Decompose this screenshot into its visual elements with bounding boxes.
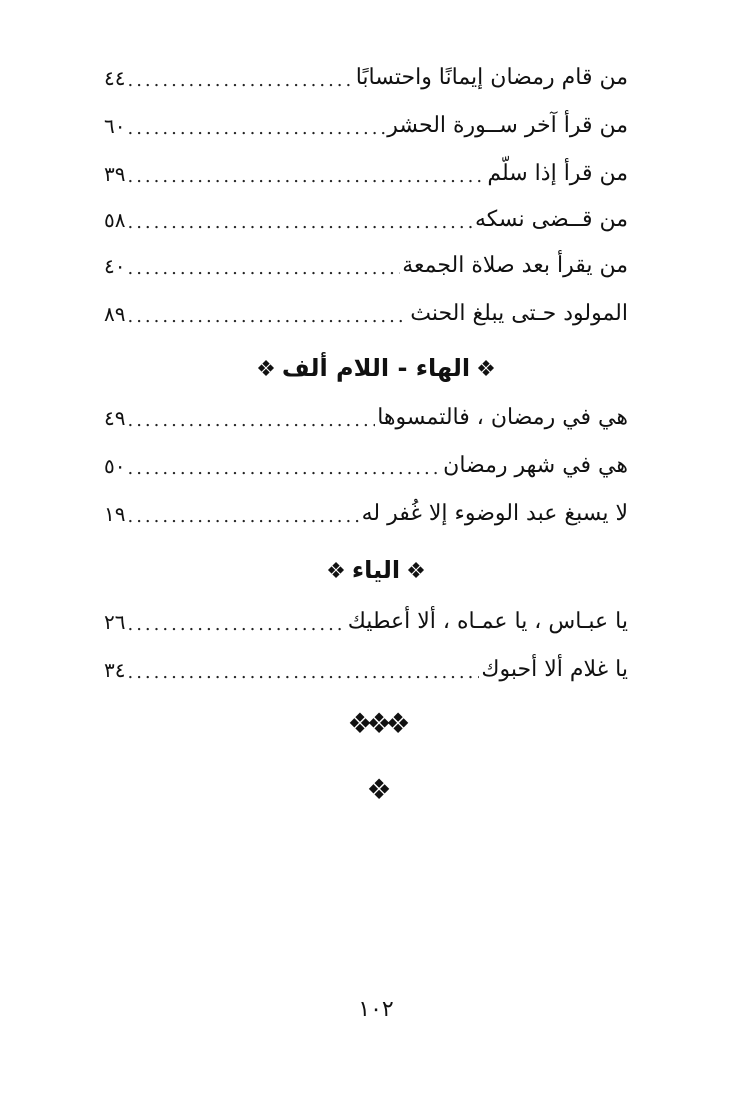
index-entry <box>104 650 628 690</box>
dot-leader <box>127 160 485 194</box>
entry-title: من قــضى نسكه <box>474 207 628 232</box>
entry-title: هي في رمضان ، فالتمسوها <box>377 405 628 430</box>
index-entry <box>104 200 628 240</box>
entry-title: لا يسبغ عبد الوضوء إلا غُفر له <box>361 501 628 526</box>
diamond-ornament-icon: ❖ <box>406 559 426 584</box>
diamond-ornament-icon: ❖ <box>476 357 496 382</box>
end-ornament-single: ❖ <box>366 773 386 806</box>
dot-leader <box>127 206 472 240</box>
index-entry <box>104 246 628 286</box>
section-heading <box>0 348 752 390</box>
entry-page-number: ٨٩ <box>104 302 126 326</box>
entry-title: من قرأ آخر ســورة الحشر <box>387 113 628 138</box>
entry-page-number: ٥٨ <box>104 208 126 232</box>
entry-page-number: ٣٤ <box>104 658 126 682</box>
entry-page-number: ٤٤ <box>104 66 126 90</box>
entry-page-number: ٥٠ <box>104 454 126 478</box>
diamond-ornament-icon: ❖ <box>326 559 346 584</box>
section-heading-text: الهاء - اللام ألف <box>281 354 471 382</box>
entry-title: يا عبـاس ، يا عمـاه ، ألا أعطيك <box>347 609 628 634</box>
dot-leader <box>127 608 345 642</box>
entry-page-number: ٣٩ <box>104 162 126 186</box>
index-entry <box>104 294 628 334</box>
dot-leader <box>127 404 375 438</box>
index-entry <box>104 106 628 146</box>
dot-leader <box>127 300 408 334</box>
dot-leader <box>127 500 359 534</box>
entry-page-number: ٦٠ <box>104 114 126 138</box>
entry-title: من قرأ إذا سلّم <box>487 161 628 186</box>
entry-title: يا غلام ألا أحبوك <box>481 657 628 682</box>
index-entry <box>104 154 628 194</box>
dot-leader <box>127 112 385 146</box>
entry-title: هي في شهر رمضان <box>443 453 628 478</box>
diamond-ornament-icon: ❖ <box>256 357 276 382</box>
dot-leader <box>127 656 479 690</box>
index-entry <box>104 58 628 98</box>
entry-page-number: ٤٠ <box>104 254 126 278</box>
section-heading <box>0 550 752 592</box>
entry-title: المولود حـتى يبلغ الحنث <box>410 301 628 326</box>
entry-page-number: ٤٩ <box>104 406 126 430</box>
dot-leader <box>127 252 400 286</box>
section-heading-text: الياء <box>351 556 401 584</box>
entry-title: من يقرأ بعد صلاة الجمعة <box>402 253 628 278</box>
index-entry <box>104 602 628 642</box>
end-ornament-row: ❖❖❖ <box>347 707 405 740</box>
index-entry <box>104 494 628 534</box>
entry-page-number: ١٩ <box>104 502 126 526</box>
dot-leader <box>127 64 353 98</box>
index-entry <box>104 398 628 438</box>
entry-page-number: ٢٦ <box>104 610 126 634</box>
entry-title: من قام رمضان إيمانًا واحتسابًا <box>355 65 628 90</box>
index-entry <box>104 446 628 486</box>
dot-leader <box>127 452 441 486</box>
page-number: ١٠٢ <box>358 997 394 1022</box>
